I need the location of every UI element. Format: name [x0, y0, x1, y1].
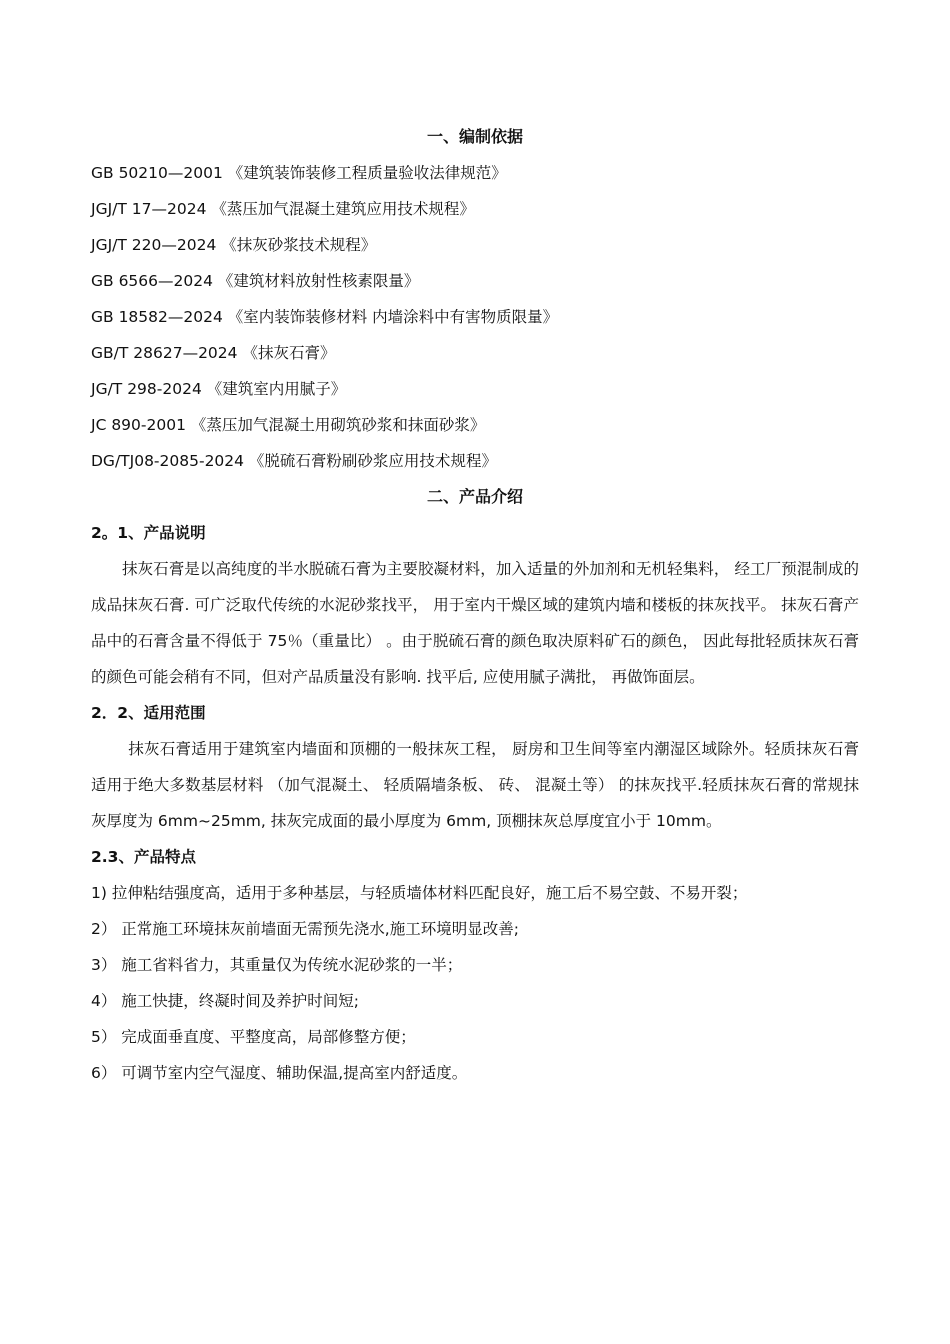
subsection-heading-scope: 2．2、适用范围 [91, 704, 206, 722]
feature-item: 5） 完成面垂直度、平整度高，局部修整方便； [91, 1028, 416, 1046]
section-heading-product: 二、产品介绍 [426, 487, 523, 506]
reference-item: JGJ/T 17—2024 《蒸压加气混凝土建筑应用技术规程》 [91, 200, 475, 218]
feature-list [91, 875, 859, 1091]
document-content [91, 119, 859, 1091]
reference-item: GB 50210—2001 《建筑装饰装修工程质量验收法律规范》 [91, 164, 507, 182]
reference-item: JG/T 298-2024 《建筑室内用腻子》 [91, 380, 347, 398]
feature-item: 4） 施工快捷，终凝时间及养护时间短; [91, 992, 360, 1010]
feature-item: 3） 施工省料省力，其重量仅为传统水泥砂浆的一半； [91, 956, 463, 974]
feature-item: 6） 可调节室内空气湿度、辅助保温,提高室内舒适度。 [91, 1064, 468, 1082]
section-heading-basis: 一、编制依据 [426, 127, 523, 146]
reference-item: DG/TJ08-2085-2024 《脱硫石膏粉刷砂浆应用技术规程》 [91, 452, 497, 470]
feature-item: 2） 正常施工环境抹灰前墙面无需预先浇水,施工环境明显改善; [91, 920, 519, 938]
reference-item: GB/T 28627—2024 《抹灰石膏》 [91, 344, 336, 362]
reference-item: JGJ/T 220—2024 《抹灰砂浆技术规程》 [91, 236, 377, 254]
subsection-heading-description: 2。1、产品说明 [91, 524, 206, 542]
subsection-heading-features: 2.3、产品特点 [91, 848, 196, 866]
reference-item: GB 18582—2024 《室内装饰装修材料 内墙涂料中有害物质限量》 [91, 308, 559, 326]
reference-item: GB 6566—2024 《建筑材料放射性核素限量》 [91, 272, 420, 290]
feature-item: 1) 拉伸粘结强度高，适用于多种基层，与轻质墙体材料匹配良好，施工后不易空鼓、不易开裂； [91, 884, 748, 902]
reference-list [91, 155, 859, 479]
product-description-paragraph: 抹灰石膏是以高纯度的半水脱硫石膏为主要胶凝材料，加入适量的外加剂和无机轻集料， 经工厂预混制成的成品抹灰石膏. 可广泛取代传统的水泥砂浆找平， 用于室内干燥区域的建筑内墙和楼板的抹灰找平。 抹灰石膏产品中的石膏含量不得低于 75％（重量比） 。由于脱硫石膏的颜色取决原料矿石的颜色， 因此每批轻质抹灰石膏的颜色可能会稍有不同，但对产品质量没有影响. 找平后, 应使用腻子满批， 再做饰面层。 [91, 560, 859, 686]
scope-paragraph: 抹灰石膏适用于建筑室内墙面和顶棚的一般抹灰工程， 厨房和卫生间等室内潮湿区域除外。轻质抹灰石膏适用于绝大多数基层材料 （加气混凝土、 轻质隔墙条板、 砖、 混凝土等） 的抹灰找平.轻质抹灰石膏的常规抹灰厚度为 6mm~25mm, 抹灰完成面的最小厚度为 6mm, 顶棚抹灰总厚度宜小于 10mm。 [91, 740, 859, 830]
reference-item: JC 890-2001 《蒸压加气混凝土用砌筑砂浆和抹面砂浆》 [91, 416, 486, 434]
